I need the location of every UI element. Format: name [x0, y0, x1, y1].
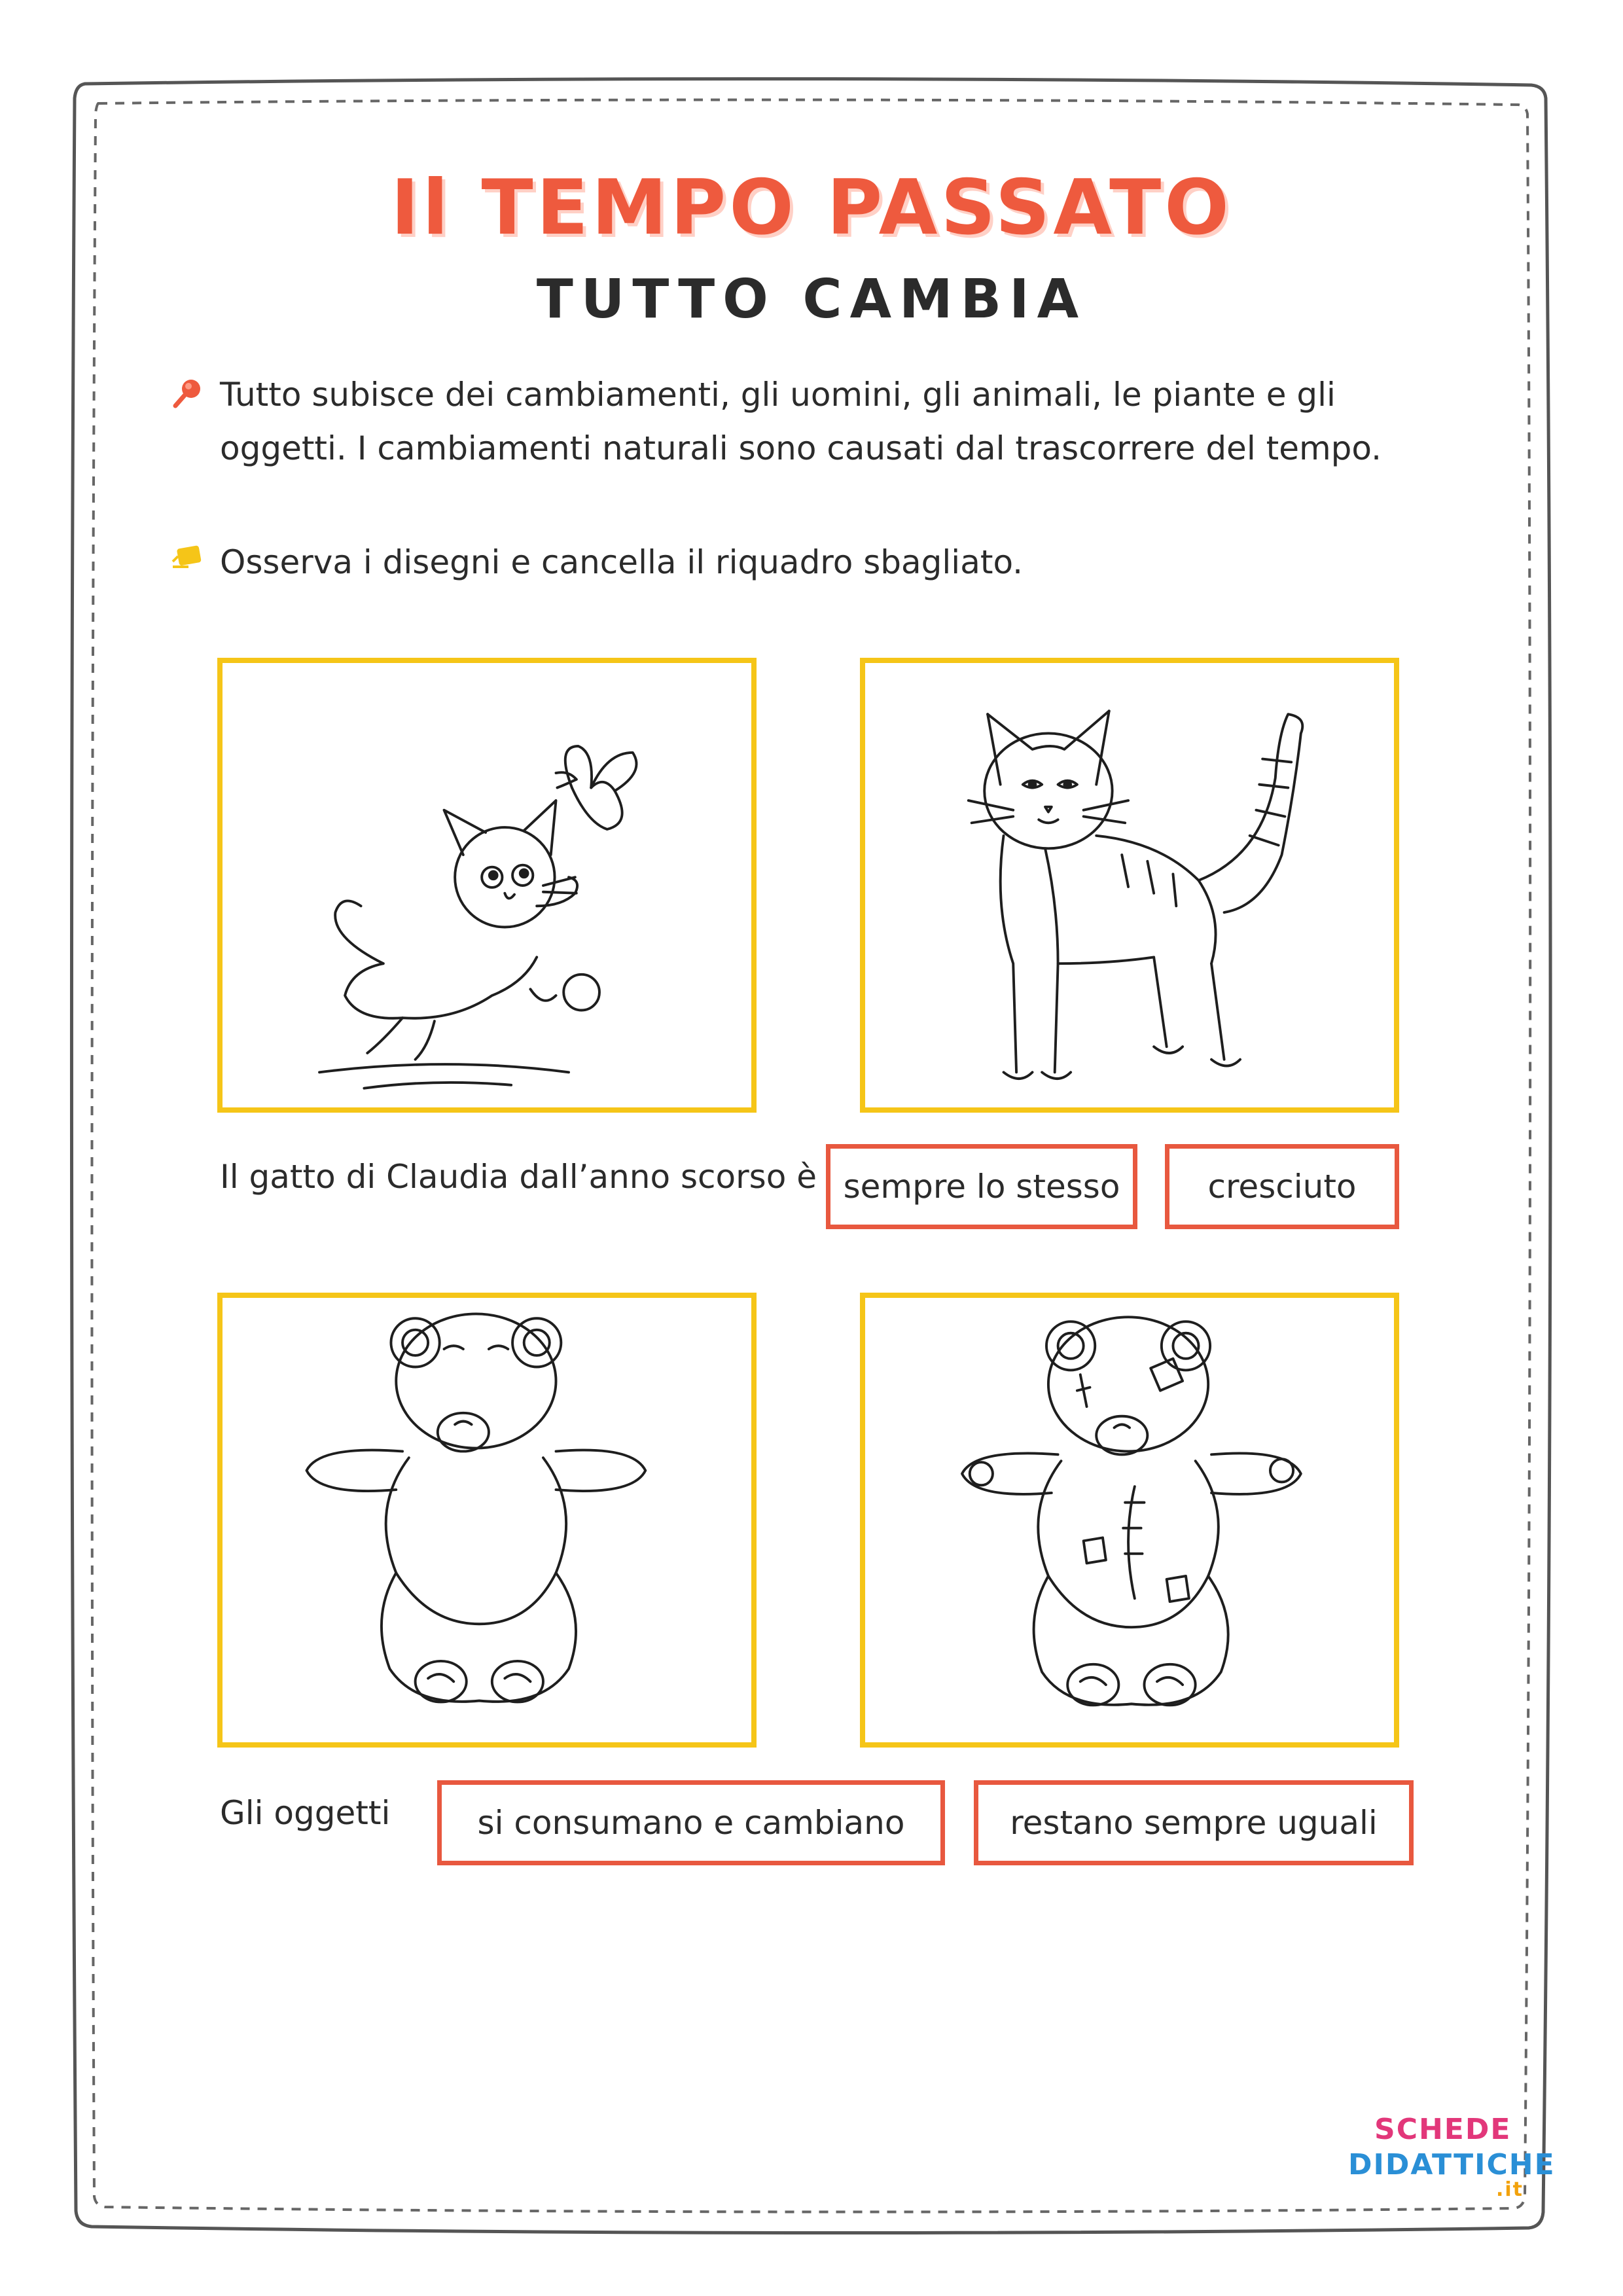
intro-line-1: Tutto subisce dei cambiamenti, gli uomini, gli animali, le piante e gli	[220, 376, 1336, 414]
kitten-butterfly-drawing	[223, 663, 751, 1107]
adult-cat-drawing	[865, 663, 1394, 1107]
eraser-icon	[169, 537, 208, 576]
intro-paragraph	[220, 368, 1463, 475]
choice-sempre-lo-stesso[interactable]: sempre lo stesso	[826, 1144, 1137, 1229]
new-teddy-image-box[interactable]	[217, 1293, 757, 1748]
choice-cresciuto[interactable]: cresciuto	[1165, 1144, 1399, 1229]
logo-line-2: DIDATTICHE	[1348, 2148, 1556, 2181]
instruction-text: Osserva i disegni e cancella il riquadro sbagliato.	[220, 543, 1024, 581]
kitten-image-box[interactable]	[217, 658, 757, 1113]
worn-teddy-image-box[interactable]	[860, 1293, 1399, 1748]
page-subtitle: TUTTO CAMBIA	[536, 268, 1087, 331]
choice-si-consumano-e-cambiano[interactable]: si consumano e cambiano	[437, 1780, 945, 1865]
exercise-2-prompt: Gli oggetti	[220, 1794, 391, 1832]
new-teddy-bear-drawing	[223, 1298, 751, 1742]
intro-line-2: oggetti. I cambiamenti naturali sono causati dal trascorrere del tempo.	[220, 429, 1382, 467]
page-title: Il TEMPO PASSATO	[391, 164, 1232, 252]
exercise-1-prompt: Il gatto di Claudia dall’anno scorso è	[220, 1158, 817, 1196]
logo-line-1: SCHEDE	[1374, 2113, 1512, 2146]
choice-restano-sempre-uguali[interactable]: restano sempre uguali	[974, 1780, 1414, 1865]
adult-cat-image-box[interactable]	[860, 658, 1399, 1113]
paintbrush-icon	[169, 372, 208, 411]
worn-teddy-bear-drawing	[865, 1298, 1394, 1742]
logo-suffix: .it	[1496, 2178, 1524, 2201]
schede-didattiche-logo	[1348, 2101, 1556, 2206]
